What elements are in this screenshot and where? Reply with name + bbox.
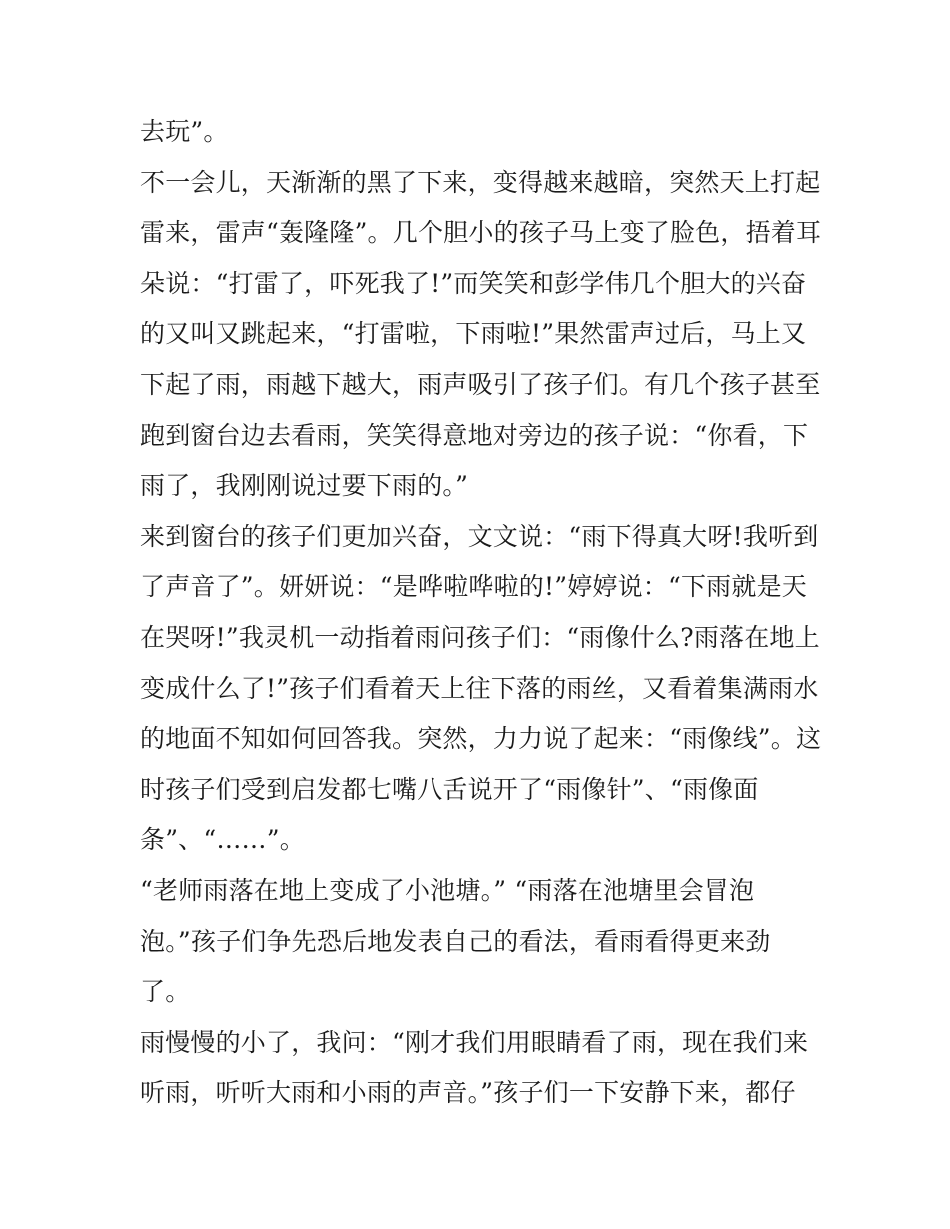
- text-line: 朵说：“打雷了，吓死我了!”而笑笑和彭学伟几个胆大的兴奋: [140, 268, 807, 298]
- text-line: 的地面不知如何回答我。突然，力力说了起来：“雨像线”。这: [140, 724, 822, 754]
- text-line: 不一会儿，天渐渐的黑了下来，变得越来越暗，突然天上打起: [140, 167, 821, 197]
- text-line: 跑到窗台边去看雨，笑笑得意地对旁边的孩子说：“你看，下: [140, 420, 809, 450]
- text-line: 去玩”。: [140, 117, 229, 146]
- body-text: [140, 107, 830, 1119]
- text-line: 的又叫又跳起来，“打雷啦，下雨啦!”果然雷声过后，马上又: [140, 319, 807, 349]
- text-line: 时孩子们受到启发都七嘴八舌说开了“雨像针”、“雨像面: [140, 774, 759, 804]
- text-line: 来到窗台的孩子们更加兴奋，文文说：“雨下得真大呀!我听到: [140, 521, 819, 551]
- text-line: 条”、“……”。: [140, 825, 305, 855]
- text-line: 雨了，我刚刚说过要下雨的。”: [140, 471, 469, 501]
- text-line: “老师雨落在地上变成了小池塘。” “雨落在池塘里会冒泡: [140, 875, 755, 905]
- text-line: 了。: [140, 977, 191, 1007]
- text-line: 了声音了”。妍妍说：“是哗啦哗啦的!”婷婷说：“下雨就是天: [140, 572, 807, 602]
- text-line: 下起了雨，雨越下越大，雨声吸引了孩子们。有几个孩子甚至: [140, 369, 821, 399]
- text-line: 雷来，雷声“轰隆隆”。几个胆小的孩子马上变了脸色，捂着耳: [140, 218, 822, 248]
- text-line: 雨慢慢的小了，我问：“刚才我们用眼睛看了雨，现在我们来: [140, 1027, 809, 1057]
- text-line: 泡。”孩子们争先恐后地发表自己的看法，看雨看得更来劲: [140, 926, 771, 956]
- text-line: 变成什么了!”孩子们看着天上往下落的雨丝，又看着集满雨水: [140, 673, 819, 703]
- text-line: 听雨，听听大雨和小雨的声音。”孩子们一下安静下来，都仔: [140, 1078, 796, 1108]
- text-line: 在哭呀!”我灵机一动指着雨问孩子们：“雨像什么?雨落在地上: [140, 622, 820, 652]
